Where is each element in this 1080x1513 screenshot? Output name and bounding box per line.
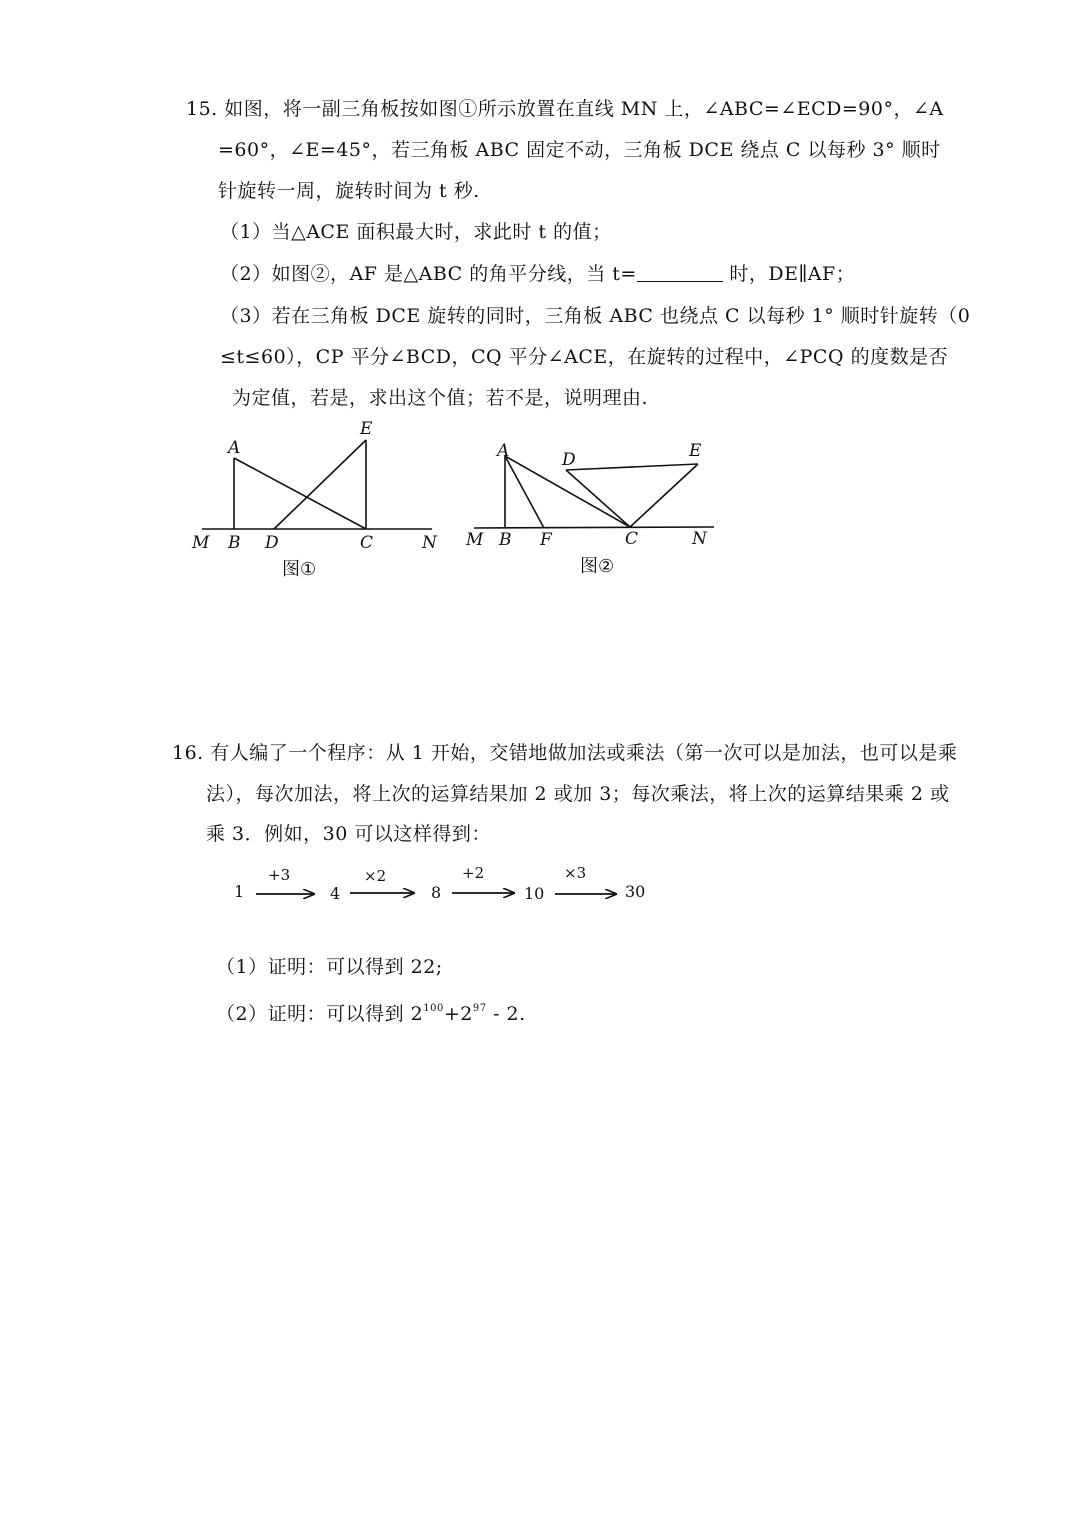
fig2-label-b: B bbox=[499, 530, 512, 550]
fig1-label-d: D bbox=[265, 533, 279, 553]
chain-value-3: 8 bbox=[431, 883, 442, 902]
segment-ac bbox=[234, 458, 366, 529]
segment-dc bbox=[566, 470, 630, 527]
fig1-label-n: N bbox=[422, 533, 437, 553]
chain-op-2: ×2 bbox=[364, 867, 387, 885]
q16-exponent-1: 100 bbox=[423, 1003, 444, 1014]
chain-value-5: 30 bbox=[625, 882, 646, 901]
answer-blank bbox=[637, 263, 723, 282]
segment-de bbox=[566, 464, 698, 470]
fig2-label-a: A bbox=[497, 441, 510, 461]
fig2-label-f: F bbox=[540, 530, 552, 550]
q15-part-2 bbox=[220, 262, 855, 286]
q16-part-2-text: （2）证明：可以得到 2 bbox=[216, 1003, 424, 1025]
q15-line-3: 针旋转一周，旋转时间为 t 秒. bbox=[218, 180, 480, 202]
fig2-caption: 图② bbox=[580, 556, 615, 577]
q16-exponent-2: 97 bbox=[472, 1003, 487, 1014]
chain-op-4: ×3 bbox=[564, 864, 587, 882]
q16-part-2-tail: - 2. bbox=[486, 1003, 526, 1025]
q16-part-2 bbox=[216, 997, 526, 1026]
q16-line-2: 法），每次加法，将上次的运算结果加 2 或加 3；每次乘法，将上次的运算结果乘 2 或 bbox=[206, 783, 950, 805]
fig2-label-c: C bbox=[625, 529, 639, 549]
fig2-label-n: N bbox=[692, 529, 707, 549]
q16-part-2-mid: +2 bbox=[443, 1003, 473, 1025]
fig1-caption: 图① bbox=[282, 559, 317, 580]
fig1-label-m: M bbox=[192, 533, 210, 553]
q15-part-1: （1）当△ACE 面积最大时，求此时 t 的值； bbox=[220, 221, 612, 243]
q16-line-1: 16. 有人编了一个程序：从 1 开始，交错地做加法或乘法（第一次可以是加法，也可以是乘 bbox=[172, 742, 958, 764]
figure-1 bbox=[188, 410, 448, 590]
q16-part-1: （1）证明：可以得到 22; bbox=[216, 956, 443, 978]
segment-ec bbox=[630, 464, 698, 527]
chain-value-1: 1 bbox=[234, 882, 245, 901]
fig2-label-e: E bbox=[689, 441, 702, 461]
operation-chain bbox=[226, 858, 666, 910]
q15-part-3-line-1: （3）若在三角板 DCE 旋转的同时，三角板 ABC 也绕点 C 以每秒 1° 顺时针旋转（0 bbox=[220, 305, 971, 327]
chain-value-4: 10 bbox=[524, 884, 545, 903]
fig1-label-b: B bbox=[228, 533, 241, 553]
chain-op-3: +2 bbox=[462, 864, 485, 882]
q15-part-3-line-3: 为定值，若是，求出这个值；若不是，说明理由. bbox=[232, 387, 649, 409]
line-mn bbox=[474, 527, 714, 528]
fig2-label-m: M bbox=[466, 530, 484, 550]
fig1-label-e: E bbox=[360, 419, 373, 439]
q15-line-1: 15. 如图，将一副三角板按如图①所示放置在直线 MN 上，∠ABC=∠ECD=90°，∠A bbox=[186, 98, 944, 120]
fig2-label-d: D bbox=[562, 450, 576, 470]
q16-line-3: 乘 3．例如，30 可以这样得到： bbox=[206, 823, 491, 845]
figure-2 bbox=[462, 430, 732, 590]
q15-part-2-text: （2）如图②，AF 是△ABC 的角平分线，当 t= bbox=[220, 263, 637, 285]
q15-part-2-tail: 时，DE∥AF； bbox=[729, 263, 856, 285]
chain-op-1: +3 bbox=[268, 866, 291, 884]
fig1-label-a: A bbox=[228, 438, 241, 458]
segment-de bbox=[274, 440, 366, 529]
q15-part-3-line-2: ≤t≤60），CP 平分∠BCD，CQ 平分∠ACE，在旋转的过程中，∠PCQ 的度数是否 bbox=[220, 346, 949, 368]
fig1-label-c: C bbox=[360, 533, 374, 553]
chain-value-2: 4 bbox=[330, 884, 341, 903]
q15-line-2: =60°，∠E=45°，若三角板 ABC 固定不动，三角板 DCE 绕点 C 以每秒 3° 顺时 bbox=[218, 139, 941, 161]
